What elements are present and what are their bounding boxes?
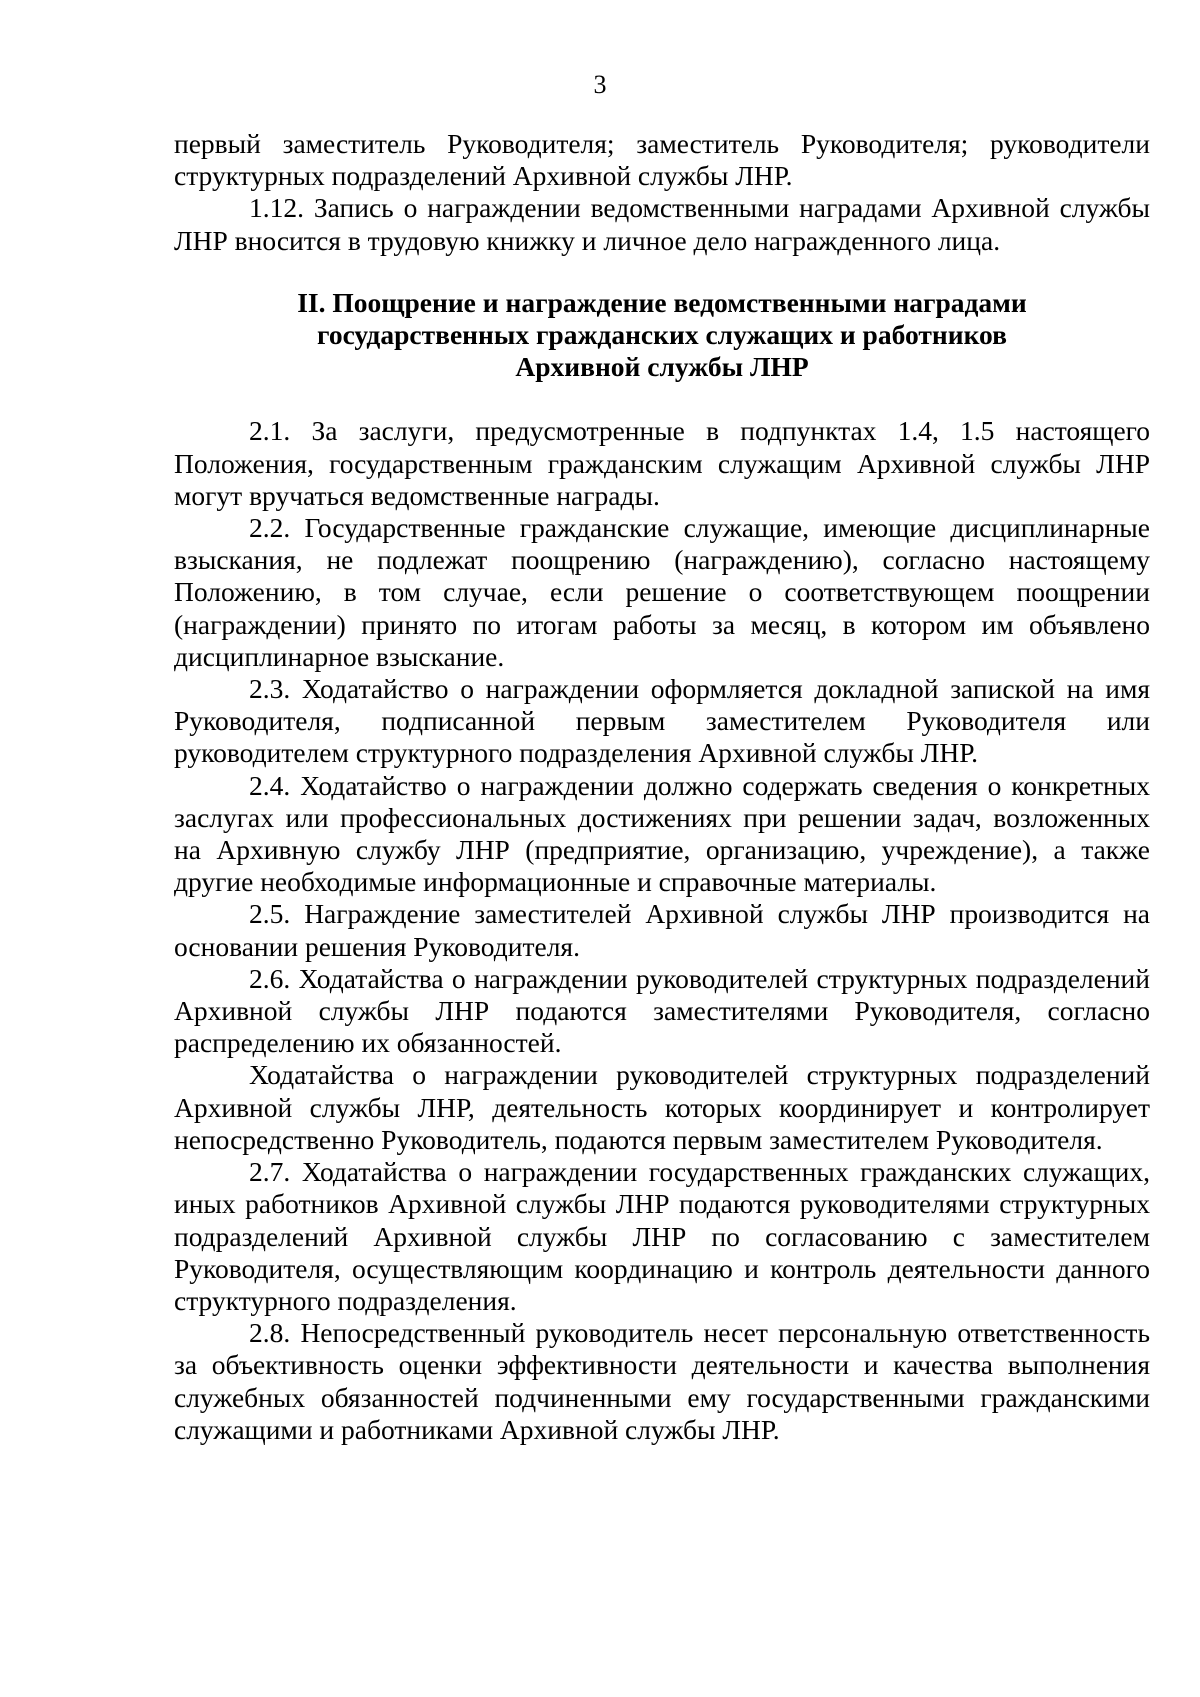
paragraph-continuation: первый заместитель Руководителя; заместитель Руководителя; руководители структурных подразделений Архивной службы ЛНР. [174,128,1150,192]
paragraph-2-6: 2.6. Ходатайства о награждении руководителей структурных подразделений Архивной службы ЛНР подаются заместителями Руководителя, согласно распределению их обязанностей. [174,962,1150,1059]
paragraph-2-8: 2.8. Непосредственный руководитель несет персональную ответственность за объективность оценки эффективности деятельности и качества выполнения служебных обязанностей подчиненными ему государственными гражданскими служащими и работниками Архивной службы ЛНР. [174,1317,1150,1445]
section-title-line-1: II. Поощрение и награждение ведомственными наградами [297,286,1027,318]
paragraph-2-2: 2.2. Государственные гражданские служащие, имеющие дисциплинарные взыскания, не подлежат поощрению (награждению), согласно настоящему Положению, в том случае, если решение о соответствующем поощрении (награждении) принято по итогам работы за месяц, в котором им объявлено дисциплинарное взыскание. [174,512,1150,672]
paragraph-2-7: 2.7. Ходатайства о награждении государственных гражданских служащих, иных работников Архивной службы ЛНР подаются руководителями структурных подразделений Архивной службы ЛНР по согласованию с заместителем Руководителя, осуществляющим координацию и контроль деятельности данного структурного подразделения. [174,1156,1150,1316]
paragraph-2-6-second: Ходатайства о награждении руководителей структурных подразделений Архивной службы ЛНР, деятельность которых координирует и контролирует непосредственно Руководитель, подаются первым заместителем Руководителя. [174,1059,1150,1155]
paragraph-2-4: 2.4. Ходатайство о награждении должно содержать сведения о конкретных заслугах или профессиональных достижениях при решении задач, возложенных на Архивную службу ЛНР (предприятие, организацию, учреждение), а также другие необходимые информационные и справочные материалы. [174,769,1150,898]
section-title-line-3: Архивной службы ЛНР [515,351,809,383]
section-title [174,287,1150,384]
paragraph-2-5: 2.5. Награждение заместителей Архивной службы ЛНР производится на основании решения Руководителя. [174,898,1150,962]
page-number: 3 [593,70,607,99]
paragraph-1-12: 1.12. Запись о награждении ведомственными наградами Архивной службы ЛНР вносится в трудовую книжку и личное дело награжденного лица. [174,192,1150,256]
paragraph-2-3: 2.3. Ходатайство о награждении оформляется докладной запиской на имя Руководителя, подписанной первым заместителем Руководителя или руководителем структурного подразделения Архивной службы ЛНР. [174,673,1150,769]
paragraph-2-1: 2.1. За заслуги, предусмотренные в подпунктах 1.4, 1.5 настоящего Положения, государственным гражданским служащим Архивной службы ЛНР могут вручаться ведомственные награды. [174,415,1150,511]
document-body [174,128,1150,1446]
section-title-line-2: государственных гражданских служащих и работников [317,319,1007,351]
